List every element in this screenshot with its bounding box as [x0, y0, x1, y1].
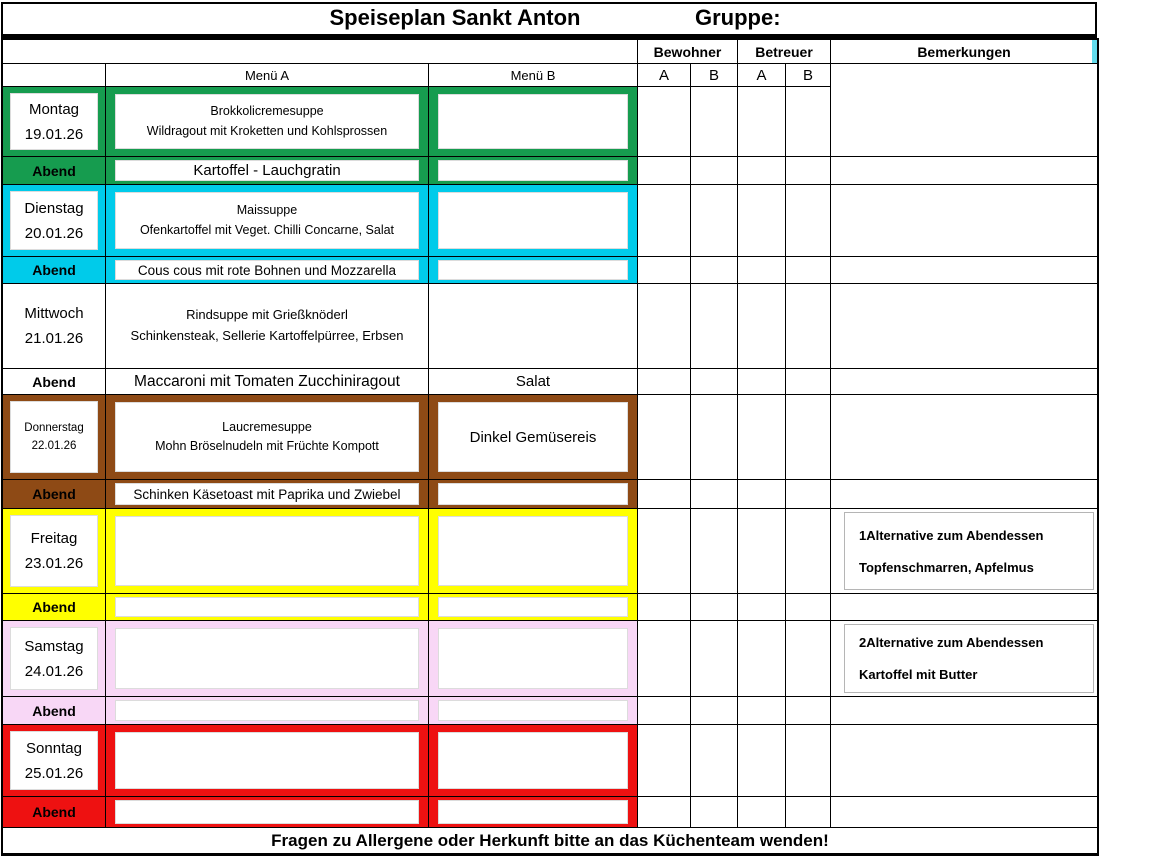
menu-b-cell-donnerstag	[429, 395, 638, 480]
highlight-artifact	[1092, 40, 1097, 63]
empty-cell	[691, 509, 738, 594]
menu-a-cell-sonntag	[106, 725, 429, 797]
column-header-bemerkungen: Bemerkungen	[831, 40, 1097, 64]
menu-text-box	[438, 94, 628, 149]
day-label-box	[10, 731, 98, 790]
abend-a-cell-freitag	[106, 594, 429, 621]
menu-line: Cous cous mit rote Bohnen und Mozzarella	[137, 262, 397, 278]
day-date: 22.01.26	[31, 440, 77, 452]
day-date: 23.01.26	[24, 555, 84, 572]
title-bar	[1, 2, 1097, 38]
menu-a-cell-freitag	[106, 509, 429, 594]
note-line: Topfenschmarren, Apfelmus	[859, 559, 1034, 575]
menu-b-cell-mittwoch	[429, 284, 638, 369]
menu-b-cell-samstag	[429, 621, 638, 697]
column-header-bewohner: Bewohner	[638, 40, 738, 64]
day-label-box	[10, 401, 98, 473]
abend-b-cell-sonntag	[429, 797, 638, 828]
subcolumn-bewohner-a: A	[638, 64, 691, 87]
empty-cell	[691, 157, 738, 185]
abend-label-dienstag: Abend	[3, 257, 106, 284]
remarks-cell	[831, 257, 1097, 284]
menu-text-box	[438, 516, 628, 586]
empty-cell	[738, 480, 786, 509]
empty-cell	[691, 697, 738, 725]
day-label-box	[10, 191, 98, 250]
menu-line: Brokkolicremesuppe	[210, 104, 324, 119]
remarks-cell	[831, 369, 1097, 395]
empty-cell	[691, 87, 738, 157]
day-label-box	[10, 627, 98, 690]
remarks-cell-samstag	[831, 621, 1097, 697]
empty-cell	[738, 395, 786, 480]
abend-a-cell-samstag	[106, 697, 429, 725]
day-date: 19.01.26	[24, 125, 84, 143]
day-date: 25.01.26	[24, 764, 84, 782]
empty-cell	[786, 697, 831, 725]
empty-cell	[738, 257, 786, 284]
day-name: Montag	[28, 100, 80, 118]
empty-cell	[638, 621, 691, 697]
alternative-note-2	[844, 624, 1094, 693]
remarks-cell	[831, 185, 1097, 257]
menu-a-cell-samstag	[106, 621, 429, 697]
remarks-cell	[831, 64, 1097, 157]
abend-a-cell-dienstag	[106, 257, 429, 284]
empty-cell	[738, 157, 786, 185]
remarks-cell	[831, 697, 1097, 725]
menu-line: Ofenkartoffel mit Veget. Chilli Concarne, Salat	[139, 222, 395, 237]
remarks-cell	[831, 157, 1097, 185]
abend-label-samstag: Abend	[3, 697, 106, 725]
menu-text-box	[115, 732, 419, 789]
empty-cell	[638, 480, 691, 509]
empty-cell	[638, 509, 691, 594]
day-cell-montag	[3, 87, 106, 157]
abend-a-cell-mittwoch	[106, 369, 429, 395]
abend-b-cell-samstag	[429, 697, 638, 725]
menu-a-cell-donnerstag	[106, 395, 429, 480]
menu-text-box	[115, 160, 419, 181]
menu-line: Mohn Bröselnudeln mit Früchte Kompott	[155, 439, 379, 453]
empty-cell	[638, 157, 691, 185]
menu-line: Dinkel Gemüsereis	[469, 428, 597, 446]
menu-text-box	[115, 260, 419, 280]
day-date: 20.01.26	[24, 224, 84, 242]
empty-cell	[786, 87, 831, 157]
empty-cell	[738, 87, 786, 157]
menu-line: Schinkensteak, Sellerie Kartoffelpürree, Erbsen	[130, 328, 404, 343]
remarks-cell	[831, 480, 1097, 509]
day-cell-samstag	[3, 621, 106, 697]
empty-cell	[638, 87, 691, 157]
empty-cell	[786, 185, 831, 257]
empty-cell	[3, 40, 638, 64]
abend-label-sonntag: Abend	[3, 797, 106, 828]
day-cell-dienstag	[3, 185, 106, 257]
menu-b-cell-dienstag	[429, 185, 638, 257]
menu-text-box	[438, 597, 628, 617]
subcolumn-betreuer-b: B	[786, 64, 831, 87]
empty-cell	[691, 284, 738, 369]
empty-cell	[738, 797, 786, 828]
menu-text-box	[115, 597, 419, 617]
day-name: Donnerstag	[24, 422, 84, 434]
abend-a-cell-sonntag	[106, 797, 429, 828]
empty-cell	[638, 697, 691, 725]
note-line: Kartoffel mit Butter	[859, 667, 978, 682]
abend-a-cell-donnerstag	[106, 480, 429, 509]
column-header-betreuer: Betreuer	[738, 40, 831, 64]
empty-cell	[691, 185, 738, 257]
meal-plan-table	[1, 38, 1099, 856]
menu-line: Schinken Käsetoast mit Paprika und Zwiebel	[133, 486, 401, 502]
menu-a-cell-dienstag	[106, 185, 429, 257]
column-header-menu-a: Menü A	[106, 64, 429, 87]
subcolumn-betreuer-a: A	[738, 64, 786, 87]
abend-b-cell-donnerstag	[429, 480, 638, 509]
menu-text-box	[115, 94, 419, 149]
day-cell-donnerstag	[3, 395, 106, 480]
empty-cell	[691, 257, 738, 284]
empty-cell	[738, 725, 786, 797]
menu-text-box	[115, 700, 419, 721]
empty-cell	[691, 621, 738, 697]
empty-cell	[691, 725, 738, 797]
empty-cell	[738, 509, 786, 594]
abend-label-mittwoch: Abend	[3, 369, 106, 395]
menu-text-box	[115, 800, 419, 824]
day-name: Samstag	[24, 637, 84, 655]
menu-text-box	[438, 800, 628, 824]
remarks-cell	[831, 284, 1097, 369]
empty-cell	[738, 621, 786, 697]
note-line: 2Alternative zum Abendessen	[859, 635, 1044, 650]
empty-cell	[638, 594, 691, 621]
menu-b-cell-freitag	[429, 509, 638, 594]
menu-line: Maissuppe	[236, 203, 298, 218]
empty-cell	[638, 395, 691, 480]
day-label-box	[10, 515, 98, 587]
empty-cell	[691, 480, 738, 509]
empty-cell	[691, 594, 738, 621]
menu-line: Laucremesuppe	[222, 419, 312, 434]
day-name: Dienstag	[24, 199, 84, 217]
empty-cell	[638, 257, 691, 284]
menu-b-cell-montag	[429, 87, 638, 157]
abend-b-cell-mittwoch	[429, 369, 638, 395]
empty-cell	[786, 284, 831, 369]
empty-cell	[638, 369, 691, 395]
menu-text-box	[438, 402, 628, 472]
remarks-cell-freitag	[831, 509, 1097, 594]
menu-text-box	[438, 160, 628, 181]
menu-line: Wildragout mit Kroketten und Kohlsprossen	[146, 123, 388, 138]
empty-cell	[638, 725, 691, 797]
page-title: Speiseplan Sankt Anton	[329, 4, 581, 30]
menu-text-box	[438, 260, 628, 280]
day-date: 24.01.26	[24, 662, 84, 680]
empty-cell	[786, 157, 831, 185]
abend-label-montag: Abend	[3, 157, 106, 185]
menu-text-box	[438, 628, 628, 689]
menu-line: Rindsuppe mit Grießknöderl	[186, 307, 348, 323]
remarks-cell	[831, 797, 1097, 828]
empty-cell	[691, 395, 738, 480]
abend-label-freitag: Abend	[3, 594, 106, 621]
alternative-note-1	[844, 512, 1094, 590]
empty-cell	[786, 509, 831, 594]
empty-cell	[738, 594, 786, 621]
day-date: 21.01.26	[24, 330, 84, 347]
menu-text-box	[115, 192, 419, 249]
menu-text-box	[438, 732, 628, 789]
empty-cell	[738, 185, 786, 257]
subcolumn-bewohner-b: B	[691, 64, 738, 87]
menu-a-cell-mittwoch	[106, 284, 429, 369]
day-name: Sonntag	[26, 739, 82, 757]
empty-cell	[786, 725, 831, 797]
abend-b-cell-dienstag	[429, 257, 638, 284]
empty-cell	[638, 185, 691, 257]
menu-text-box	[115, 628, 419, 689]
remarks-cell	[831, 395, 1097, 480]
empty-cell	[3, 64, 106, 87]
empty-cell	[786, 395, 831, 480]
menu-text-box	[115, 402, 419, 472]
empty-cell	[691, 797, 738, 828]
menu-line: Maccaroni mit Tomaten Zucchiniragout	[134, 372, 400, 390]
menu-b-cell-sonntag	[429, 725, 638, 797]
menu-text-box	[115, 516, 419, 586]
menu-a-cell-montag	[106, 87, 429, 157]
column-header-menu-b: Menü B	[429, 64, 638, 87]
menu-text-box	[438, 483, 628, 505]
abend-b-cell-freitag	[429, 594, 638, 621]
empty-cell	[786, 257, 831, 284]
day-cell-sonntag	[3, 725, 106, 797]
day-name: Freitag	[30, 530, 78, 547]
group-label: Gruppe:	[695, 4, 781, 30]
empty-cell	[691, 369, 738, 395]
empty-cell	[786, 797, 831, 828]
footer-note: Fragen zu Allergene oder Herkunft bitte an das Küchenteam wenden!	[271, 830, 829, 850]
empty-cell	[738, 284, 786, 369]
menu-line: Kartoffel - Lauchgratin	[193, 162, 341, 179]
remarks-cell	[831, 594, 1097, 621]
day-name: Mittwoch	[24, 305, 84, 322]
empty-cell	[786, 480, 831, 509]
abend-label-donnerstag: Abend	[3, 480, 106, 509]
empty-cell	[738, 369, 786, 395]
empty-cell	[786, 621, 831, 697]
empty-cell	[786, 369, 831, 395]
day-cell-freitag	[3, 509, 106, 594]
menu-text-box	[438, 700, 628, 721]
abend-b-cell-montag	[429, 157, 638, 185]
menu-text-box	[438, 192, 628, 249]
menu-text-box	[115, 483, 419, 505]
abend-a-cell-montag	[106, 157, 429, 185]
day-label-box	[10, 93, 98, 150]
note-line: 1Alternative zum Abendessen	[859, 527, 1044, 543]
empty-cell	[738, 697, 786, 725]
menu-line: Salat	[515, 373, 551, 390]
empty-cell	[638, 797, 691, 828]
remarks-cell	[831, 725, 1097, 797]
day-cell-mittwoch	[3, 284, 106, 369]
empty-cell	[786, 594, 831, 621]
empty-cell	[638, 284, 691, 369]
